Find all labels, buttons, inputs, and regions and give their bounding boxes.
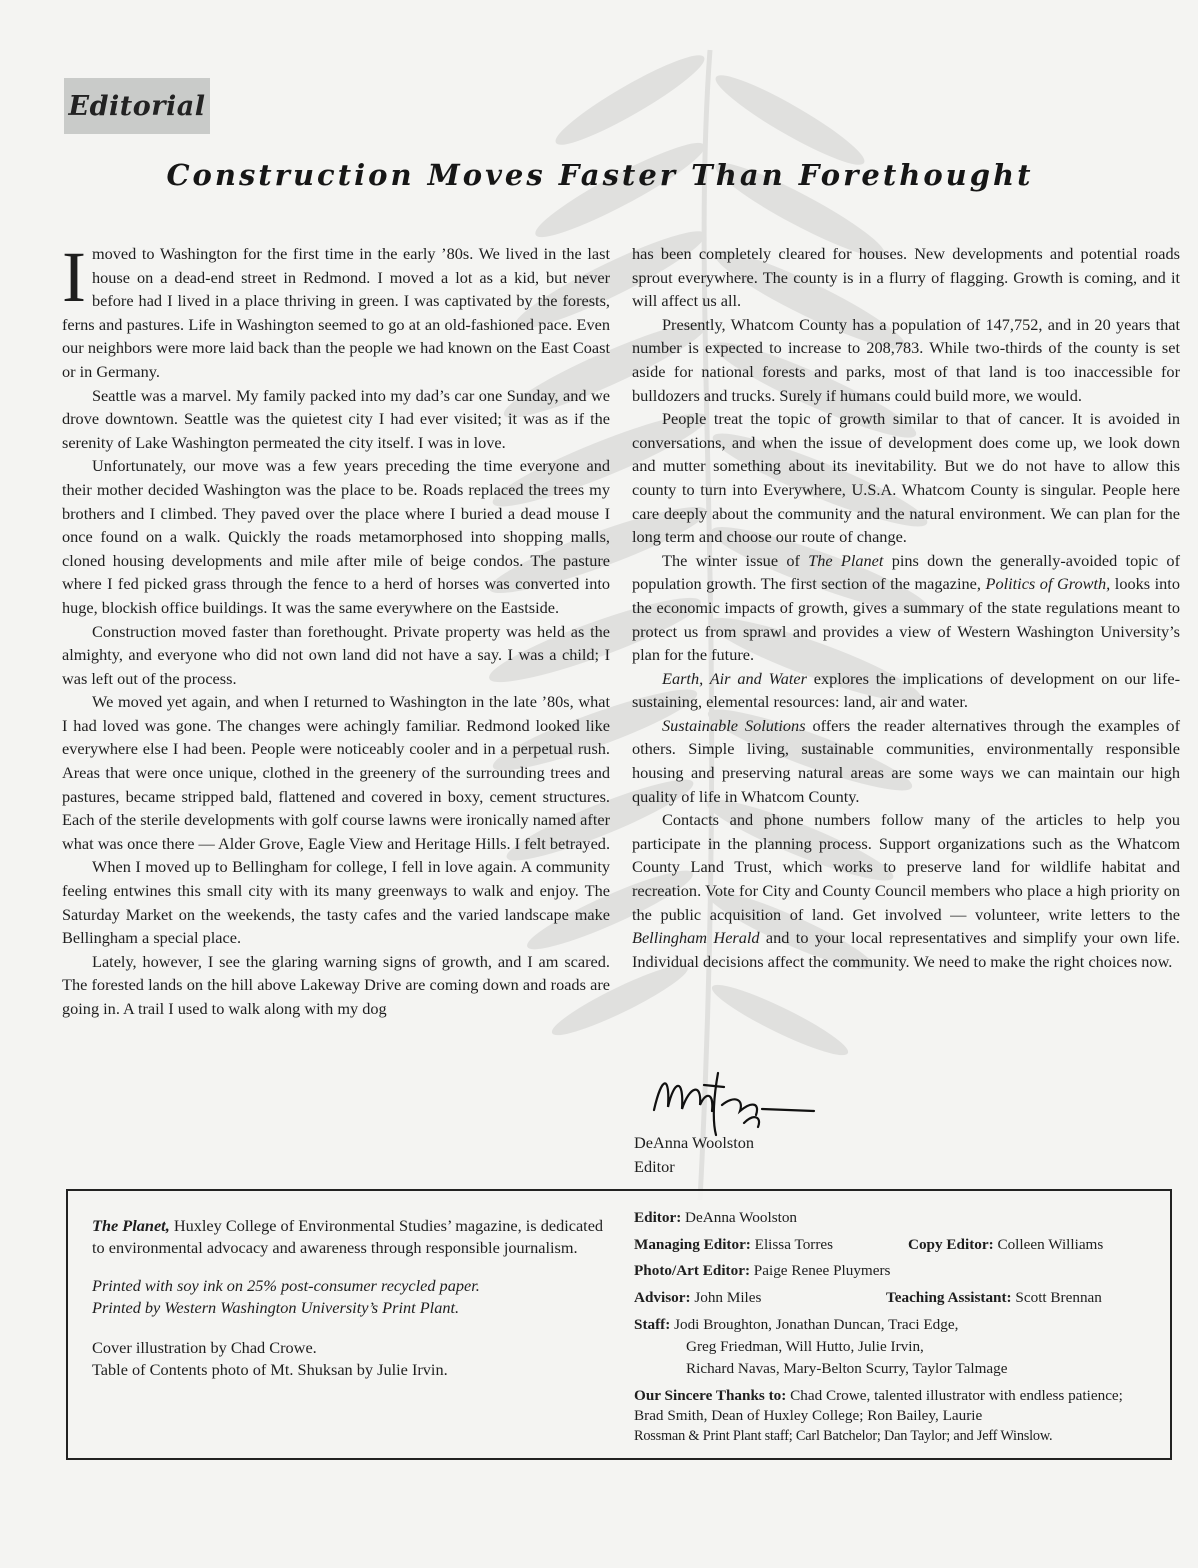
- managing-editor-row: Managing Editor: Elissa Torres Copy Editor: Colleen Williams: [634, 1232, 1154, 1259]
- drop-cap: I: [62, 237, 86, 317]
- article-column-left: [62, 237, 611, 1021]
- advisor-row: Advisor: John Miles Teaching Assistant: Scott Brennan: [634, 1285, 1154, 1312]
- masthead-left: [92, 1215, 612, 1381]
- paragraph: People treat the topic of growth similar to that of cancer. It is avoided in conversations, and when the issue of development does come up, we look down and mutter something about its inevitability. But we do not have to allow this county to turn into Everywhere, U.S.A. Whatcom County is singular. People here care deeply about the community and the natural environment. We can plan for the long term and choose our route of change.: [632, 409, 1180, 547]
- paragraph: Construction moved faster than forethought. Private property was held as the almighty, and everyone who did not own land did not have a say. I was a child; I was left out of the process.: [62, 621, 610, 688]
- paragraph: I moved to Washington for the first time in the early ’80s. We lived in the last house on a dead-end street in Redmond. I moved a lot as a kid, but never before had I lived in a place thriving in green. I was captivated by the forests, ferns and pastures. Life in Washington seemed to go at an old-fashioned pace. Even our neighbors were more laid back than the people we had known on the East Coast or in Germany.: [62, 237, 610, 381]
- section-tag-editorial: Editorial: [64, 78, 210, 134]
- paragraph: has been completely cleared for houses. New developments and potential roads sprout everywhere. The county is in a flurry of flagging. Growth is coming, and it will affect us all.: [632, 244, 1180, 311]
- article-column-right: [632, 242, 1180, 973]
- signature-role: Editor: [634, 1157, 675, 1176]
- masthead-staff: [634, 1205, 1154, 1446]
- credits-note: Cover illustration by Chad Crowe. Table of Contents photo of Mt. Shuksan by Julie Irvin.: [92, 1338, 448, 1379]
- paragraph: Unfortunately, our move was a few years preceding the time everyone and their mother decided Washington was the place to be. Roads replaced the trees my brothers and I climbed. They paved over the place where I buried a dead mouse I once found on a walk. Quickly the roads metamorphosed into shopping malls, cloned housing developments and mile after mile of beige condos. The pasture where I fed picked grass through the fence to a herd of horses was converted into huge, blockish office buildings. It was the same everywhere on the Eastside.: [62, 456, 610, 617]
- thanks-note: Our Sincere Thanks to: Chad Crowe, talented illustrator with endless patience; Brad Smith, Dean of Huxley College; Ron Bailey, Laurie Rossman & Print Plant staff; Carl Batchelor; Dan Taylor; and Jeff Winslow.: [634, 1387, 1123, 1444]
- staff-list: Staff: Jodi Broughton, Jonathan Duncan, Traci Edge, Greg Friedman, Will Hutto, Julie Irvin, Richard Navas, Mary-Belton Scurry, Taylor Talmage: [634, 1316, 1008, 1377]
- printing-note: Printed with soy ink on 25% post-consumer recycled paper. Printed by Western Washington University’s Print Plant.: [92, 1276, 480, 1317]
- paragraph: We moved yet again, and when I returned to Washington in the late ’80s, what I had loved was gone. The changes were achingly familiar. Redmond looked like everywhere else I had been. People were noticeably cooler and in a perpetual rush. Areas that were once unique, clothed in the greenery of the surrounding trees and pastures, became stripped bald, flattened and covered in boxy, cement structures. Each of the sterile developments with golf course lawns were ironically named after what was once there — Alder Grove, Eagle View and Heritage Hills. I felt betrayed.: [62, 692, 611, 853]
- paragraph: Presently, Whatcom County has a population of 147,752, and in 20 years that number is expected to increase to 208,783. While two-thirds of the county is set aside for national forests and parks, most of that land is too inaccessible for bulldozers and trucks. Surely if humans could build more, we would.: [632, 314, 1180, 405]
- paragraph: The winter issue of The Planet pins down the generally-avoided topic of population growth. The first section of the magazine, Politics of Growth, looks into the economic impacts of growth, gives a summary of the state regulations meant to protect us from sprawl and provides a view of Western Washington University’s plan for the future.: [632, 550, 1180, 665]
- paragraph: When I moved up to Bellingham for college, I fell in love again. A community feeling entwines this small city with its many greenways to walk and enjoy. The Saturday Market on the weekends, the tasty cafes and the varied landscape make Bellingham a special place.: [62, 857, 610, 948]
- paragraph: Seattle was a marvel. My family packed into my dad’s car one Sunday, and we drove downtown. Seattle was the quietest city I had ever visited; it was as if the serenity of Lake Washington permeated the city itself. I was in love.: [62, 385, 610, 452]
- teaching-assistant: Teaching Assistant: Scott Brennan: [886, 1288, 1102, 1306]
- signature-name: DeAnna Woolston: [634, 1133, 755, 1152]
- headline: Construction Moves Faster Than Forethought: [166, 158, 1034, 192]
- paragraph: Sustainable Solutions offers the reader alternatives through the examples of others. Simple living, sustainable communities, environmentally responsible housing and preserving natural areas are some ways we can maintain our high quality of life in Whatcom County.: [632, 715, 1180, 806]
- masthead-box: [66, 1189, 1172, 1460]
- copy-editor: Copy Editor: Colleen Williams: [908, 1235, 1104, 1253]
- paragraph: Lately, however, I see the glaring warning signs of growth, and I am scared. The forested lands on the hill above Lakeway Drive are coming down and roads are going in. A trail I used to walk along with my dog: [62, 951, 610, 1018]
- signature-block: [634, 1065, 854, 1185]
- editor-row: Editor: DeAnna Woolston: [634, 1209, 798, 1226]
- paragraph: Earth, Air and Water explores the implications of development on our life-sustaining, elemental resources: land, air and water.: [632, 668, 1181, 712]
- paragraph: Contacts and phone numbers follow many of the articles to help you participate in the planning process. Support organizations such as the Whatcom County Land Trust, which works to preserve land for wildlife habitat and recreation. Vote for City and County Council members who place a high priority on the public acquisition of land. Get involved — volunteer, write letters to the Bellingham Herald and to your local representatives and simplify your own life. Individual decisions affect the community. We need to make the right choices now.: [632, 810, 1180, 971]
- photo-editor-row: Photo/Art Editor: Paige Renee Pluymers: [634, 1262, 891, 1279]
- dedication: The Planet, Huxley College of Environmental Studies’ magazine, is dedicated to environmental advocacy and awareness through responsible journalism.: [92, 1216, 604, 1257]
